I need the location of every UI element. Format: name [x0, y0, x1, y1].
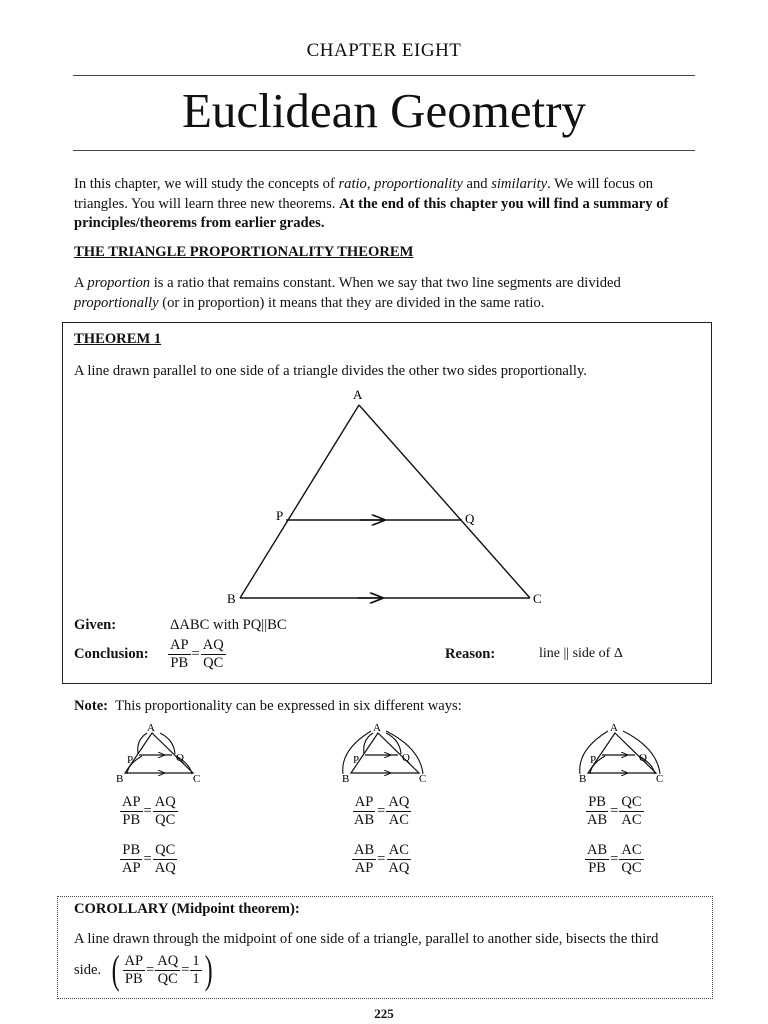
frac-num: AQ [388, 794, 410, 810]
frac-num: AP [354, 794, 374, 810]
small-triangle-3 [579, 722, 663, 785]
small-label-a: A [610, 722, 618, 734]
vertex-label-q: Q [465, 511, 475, 526]
equals-sign: = [377, 803, 386, 819]
proportion-text-b: is a ratio that remains constant. When we say that two line segments are divided [150, 275, 621, 291]
vertex-label-a: A [353, 387, 363, 402]
conclusion-label: Conclusion: [74, 646, 149, 662]
given-value: ΔABC with PQ||BC [170, 617, 287, 633]
equals-sign: = [143, 851, 152, 867]
small-label-a: A [147, 722, 155, 734]
frac-num: AP [124, 952, 144, 969]
intro-bold-text: At the end of this chapter you will find a summary of principles/theorems from earlier grades. [74, 195, 669, 231]
term-ratio: ratio [338, 176, 367, 192]
small-label-p: P [590, 754, 597, 766]
frac-num: AQ [202, 637, 224, 653]
intro-comma: , [366, 176, 375, 192]
small-label-c: C [193, 773, 201, 785]
frac-den: 1 [192, 970, 200, 987]
small-label-b: B [579, 773, 587, 785]
frac-den: AP [122, 860, 141, 876]
note-fraction-5 [352, 842, 411, 877]
frac-den: AB [587, 812, 608, 828]
section-heading: THE TRIANGLE PROPORTIONALITY THEOREM [74, 244, 414, 260]
small-label-p: P [127, 754, 134, 766]
note-text: This proportionality can be expressed in six different ways: [115, 698, 462, 714]
frac-num: AB [354, 842, 375, 858]
vertex-label-p: P [276, 508, 284, 523]
frac-den: AC [621, 812, 642, 828]
corollary-side-word: side. [74, 961, 102, 978]
reason-value: line || side of Δ [539, 646, 623, 661]
chapter-label: CHAPTER EIGHT [306, 40, 462, 61]
frac-num: AQ [157, 952, 179, 969]
small-label-q: Q [639, 752, 647, 764]
vertex-label-c: C [533, 591, 542, 606]
theorem-statement: A line drawn parallel to one side of a triangle divides the other two sides proportionally. [74, 363, 587, 379]
note-fraction-3 [585, 794, 644, 829]
frac-den: AB [354, 812, 375, 828]
corollary-heading: COROLLARY (Midpoint theorem): [74, 901, 300, 917]
intro-text-2: . We will focus on triangles. You will learn three new theorems. [74, 176, 654, 212]
reason-label: Reason: [445, 646, 496, 662]
frac-den: QC [203, 655, 224, 671]
frac-den: AQ [388, 860, 410, 876]
small-label-b: B [116, 773, 124, 785]
equals-sign: = [146, 961, 155, 978]
frac-num: AQ [154, 794, 176, 810]
frac-num: PB [588, 794, 606, 810]
frac-num: AB [587, 842, 608, 858]
small-label-q: Q [176, 752, 184, 764]
small-label-p: P [353, 754, 360, 766]
page-number: 225 [374, 1006, 394, 1021]
page-title: Euclidean Geometry [181, 83, 587, 138]
note-fraction-2 [352, 794, 411, 829]
frac-den: PB [170, 655, 189, 671]
frac-num: AC [621, 842, 642, 858]
frac-num: QC [155, 842, 176, 858]
frac-den: PB [124, 970, 143, 987]
intro-and: and [462, 176, 492, 192]
proportion-text-a: A [74, 275, 88, 291]
equals-sign: = [610, 803, 619, 819]
small-label-c: C [419, 773, 427, 785]
note-fraction-1 [120, 794, 178, 829]
small-triangle-1 [116, 722, 200, 785]
equals-sign: = [181, 961, 190, 978]
note-fraction-4 [120, 842, 178, 877]
frac-den: PB [588, 860, 606, 876]
term-proportionality: proportionality [374, 176, 463, 192]
small-triangle-2 [342, 722, 426, 785]
frac-num: AP [122, 794, 141, 810]
small-label-a: A [373, 722, 381, 734]
equals-sign: = [377, 851, 386, 867]
frac-num: AC [388, 842, 409, 858]
frac-den: QC [155, 812, 176, 828]
frac-den: QC [621, 860, 642, 876]
corollary-formula [74, 947, 215, 992]
intro-text-1: In this chapter, we will study the concepts of [74, 176, 339, 192]
frac-den: PB [122, 812, 141, 828]
frac-num: AP [170, 637, 189, 653]
vertex-label-b: B [227, 591, 236, 606]
term-similarity: similarity [491, 176, 548, 192]
term-proportionally: proportionally [74, 294, 159, 311]
frac-num: PB [122, 842, 141, 858]
given-label: Given: [74, 617, 117, 633]
note-fraction-6 [585, 842, 644, 877]
frac-den: AQ [154, 860, 176, 876]
small-label-q: Q [402, 752, 410, 764]
frac-den: AC [388, 812, 409, 828]
small-label-b: B [342, 773, 350, 785]
term-proportion: proportion [87, 275, 151, 291]
left-paren: ( [111, 947, 120, 992]
equals-sign: = [191, 646, 200, 662]
right-paren: ) [204, 947, 213, 992]
theorem-heading: THEOREM 1 [74, 331, 162, 347]
frac-den: QC [157, 970, 178, 987]
equals-sign: = [610, 851, 619, 867]
corollary-text: A line drawn through the midpoint of one side of a triangle, parallel to another side, bisects the third [74, 931, 659, 947]
frac-num: 1 [192, 952, 200, 969]
frac-num: QC [621, 794, 642, 810]
note-label: Note: [74, 698, 109, 714]
proportion-text-c: (or in proportion) it means that they are divided in the same ratio. [158, 294, 545, 311]
equals-sign: = [143, 803, 152, 819]
frac-den: AP [354, 860, 374, 876]
small-label-c: C [656, 773, 664, 785]
